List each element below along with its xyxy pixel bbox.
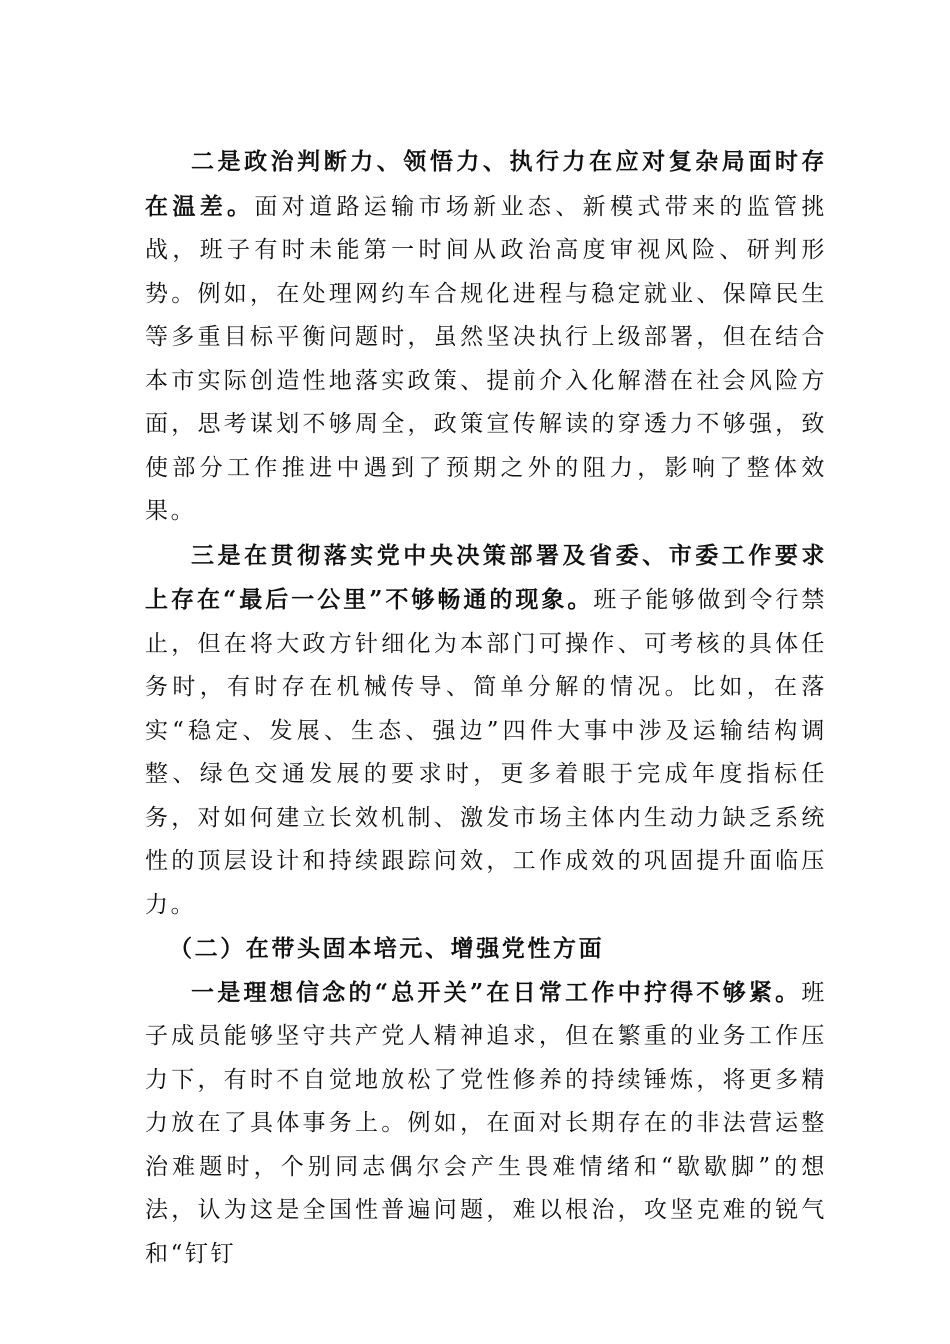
paragraph-ideals-beliefs	[145, 971, 827, 1277]
paragraph-lead-sentence: 一是理想信念的“总开关”在日常工作中拧得不够紧。	[191, 978, 802, 1006]
paragraph-lead-sentence: 二是政治判断力、领悟力、执行力在应对复杂局面时存在温差。	[145, 148, 827, 220]
document-body	[145, 140, 827, 1276]
paragraph-last-mile	[145, 534, 827, 928]
paragraph-lead-sentence: 三是在贯彻落实党中央决策部署及省委、市委工作要求上存在“最后一公里”不够畅通的现象。	[145, 541, 827, 613]
section-heading: （二）在带头固本培元、增强党性方面	[169, 935, 605, 962]
paragraph-body-text: 面对道路运输市场新业态、新模式带来的监管挑战，班子有时未能第一时间从政治高度审视风险、研判形势。例如，在处理网约车合规化进程与稳定就业、保障民生等多重目标平衡问题时，虽然坚决执行上级部署，但在结合本市实际创造性地落实政策、提前介入化解潜在社会风险方面，思考谋划不够周全，政策宣传解读的穿透力不够强，致使部分工作推进中遇到了预期之外的阻力，影响了整体效果。	[145, 193, 827, 524]
paragraph-political-judgment	[145, 140, 827, 534]
paragraph-body-text: 班子成员能够坚守共产党人精神追求，但在繁重的业务工作压力下，有时不自觉地放松了党性修养的持续锤炼，将更多精力放在了具体事务上。例如，在面对长期存在的非法营运整治难题时，个别同志偶尔会产生畏难情绪和“歇歇脚”的想法，认为这是全国性普遍问题，难以根治，攻坚克难的锐气和“钉钉	[145, 979, 827, 1267]
paragraph-body-text: 班子能够做到令行禁止，但在将大政方针细化为本部门可操作、可考核的具体任务时，有时存在机械传导、简单分解的情况。比如，在落实“稳定、发展、生态、强边”四件大事中涉及运输结构调整、绿色交通发展的要求时，更多着眼于完成年度指标任务，对如何建立长效机制、激发市场主体内生动力缺乏系统性的顶层设计和持续跟踪问效，工作成效的巩固提升面临压力。	[145, 587, 827, 918]
